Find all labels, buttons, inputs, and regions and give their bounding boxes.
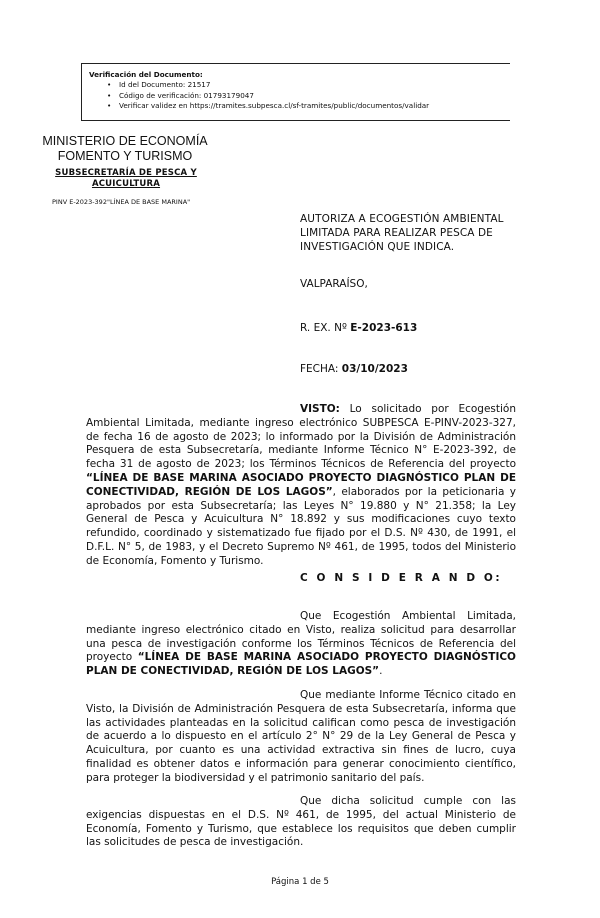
subsecretaria-line-1: SUBSECRETARÍA DE PESCA Y: [55, 168, 197, 178]
verification-url[interactable]: • Verificar validez en https://tramites.subpesca.cl/sf-tramites/public/documentos/validar: [119, 101, 510, 111]
considerando-paragraph-1: [86, 610, 516, 679]
visto-text-b: , elaborados por la peticionaria y aprobados por esta Subsecretaría; las Leyes N° 19.880 y N° 21.358; la Ley General de Pesca y Acuicultura N° 18.892 y sus modificaciones cuyo texto refundido, coordinado y sistematizado fue fijado por el D.S. Nº 430, de 1991, el D.F.L. N° 5, de 1983, y el Decreto Supremo Nº 461, de 1995, todos del Ministerio de Economía, Fomento y Turismo.: [86, 485, 516, 567]
p1-text-b: .: [379, 665, 383, 678]
ministry-line-1: MINISTERIO DE ECONOMÍA: [42, 134, 208, 148]
fecha-label: FECHA:: [300, 363, 342, 375]
project-reference: PINV E-2023-392"LÍNEA DE BASE MARINA": [52, 198, 191, 206]
resolution-date: [300, 362, 408, 376]
visto-paragraph: [86, 403, 516, 569]
rex-label: R. EX. Nº: [300, 322, 351, 334]
verification-box: [81, 63, 510, 121]
verification-title: Verificación del Documento:: [89, 70, 203, 79]
document-id: • Id del Documento: 21517: [119, 80, 510, 90]
considerando-paragraph-3: [86, 795, 516, 850]
rex-value: E-2023-613: [350, 322, 418, 334]
p1-text-a: Que Ecogestión Ambiental Limitada, mediante ingreso electrónico citado en Visto, realiza solicitud para desarrollar una pesca de investigación conforme los Términos Técnicos de Referencia del proyecto: [86, 610, 516, 664]
visto-label: VISTO:: [300, 403, 340, 415]
subsecretaria-line-2: ACUICULTURA: [91, 178, 161, 189]
resolution-number: [300, 321, 417, 335]
fecha-value: 03/10/2023: [341, 363, 408, 375]
resolution-title: AUTORIZA A ECOGESTIÓN AMBIENTAL LIMITADA PARA REALIZAR PESCA DE INVESTIGACIÓN QUE INDICA.: [300, 213, 504, 253]
considerando-paragraph-2: [86, 689, 516, 786]
p2-text: Que mediante Informe Técnico citado en Visto, la División de Administración Pesquera de esta Subsecretaría, informa que las actividades planteadas en la solicitud califican como pesca de investigación de acuerdo a lo dispuesto en el artículo 2° N° 29 de la Ley General de Pesca y Acuicultura, por cuanto es una actividad extractiva sin fines de lucro, cuya finalidad es obtener datos e información para generar conocimiento científico, para proteger la biodiversidad y el patrimonio sanitario del país.: [86, 689, 516, 784]
visto-project: “LÍNEA DE BASE MARINA ASOCIADO PROYECTO DIAGNÓSTICO PLAN DE CONECTIVIDAD, REGIÓN DE LOS LAGOS”: [86, 471, 516, 498]
subsecretaria-name: [38, 168, 214, 189]
verification-list: [89, 80, 510, 111]
verification-code: • Código de verificación: 01793179047: [119, 91, 510, 101]
p3-text: Que dicha solicitud cumple con las exigencias dispuestas en el D.S. Nº 461, de 1995, del actual Ministerio de Economía, Fomento y Turismo, que establece los requisitos que deben cumplir las solicitudes de pesca de investigación.: [86, 795, 516, 849]
ministry-line-2: FOMENTO Y TURISMO: [57, 149, 193, 163]
page-number: Página 1 de 5: [271, 877, 329, 887]
p1-project: “LÍNEA DE BASE MARINA ASOCIADO PROYECTO DIAGNÓSTICO PLAN DE CONECTIVIDAD, REGIÓN DE LOS LAGOS”: [86, 651, 516, 678]
resolution-place: VALPARAÍSO,: [300, 278, 368, 290]
visto-text-a: Lo solicitado por Ecogestión Ambiental Limitada, mediante ingreso electrónico SUBPESCA E-PINV-2023-327, de fecha 16 de agosto de 2023; lo informado por la División de Administración Pesquera de esta Subsecretaría, mediante Informe Técnico N° E-2023-392, de fecha 31 de agosto de 2023; los Términos Técnicos de Referencia del proyecto: [86, 403, 516, 471]
considerando-heading: C O N S I D E R A N D O:: [300, 572, 503, 584]
ministry-name: [40, 134, 210, 164]
